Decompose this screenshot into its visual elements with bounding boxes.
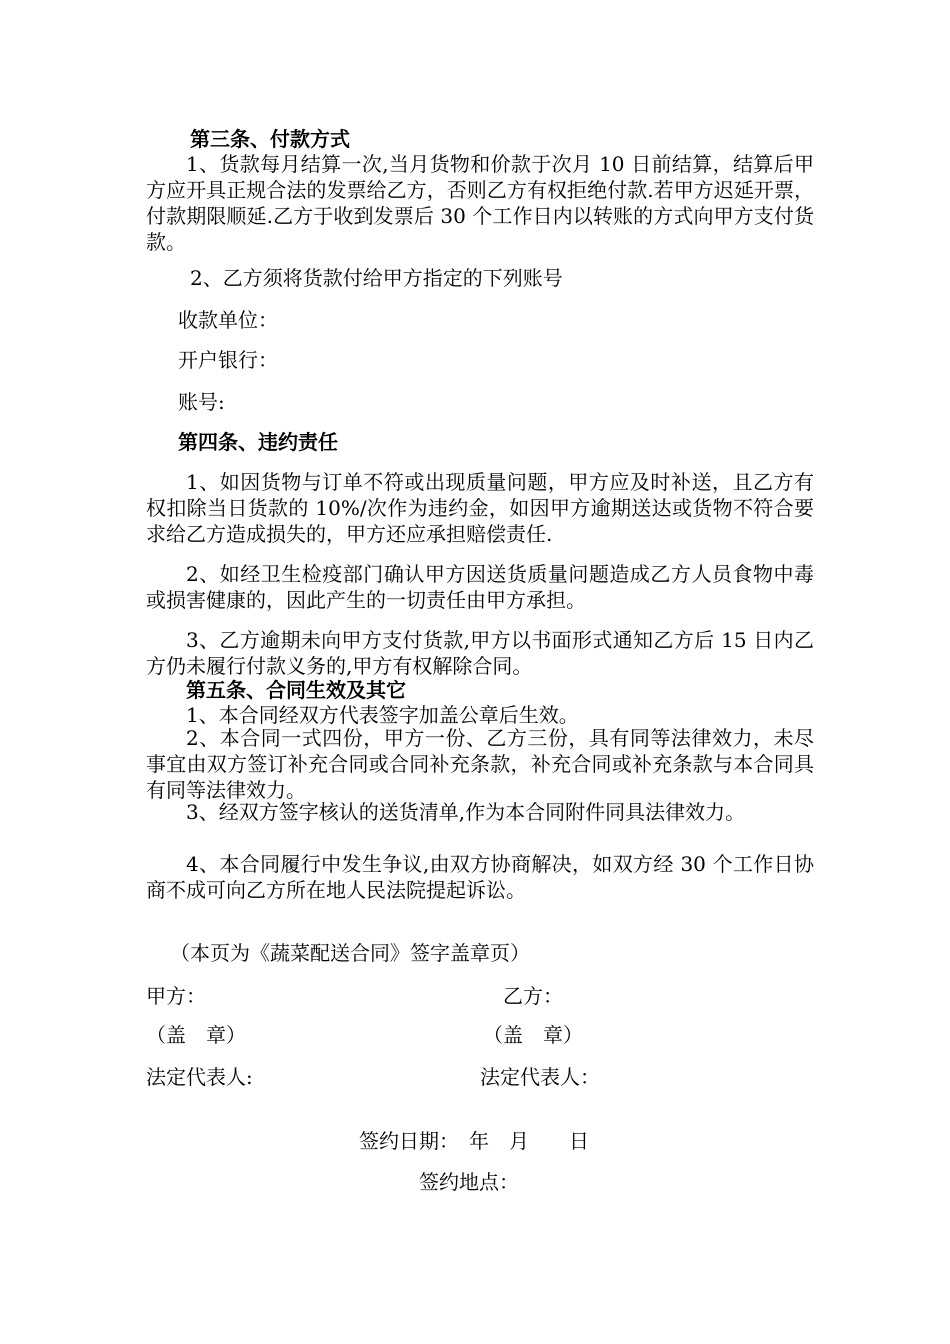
article-4-clause-1: 1、如因货物与订单不符或出现质量问题，甲方应及时补送，且乙方有权扣除当日货款的 10%/次作为违约金，如因甲方逾期送达或货物不符合要求给乙方造成损失的，甲方还应承担赔偿责任. xyxy=(146,470,814,546)
article-5-clause-1: 1、本合同经双方代表签字加盖公章后生效。 xyxy=(186,703,579,727)
article-4-clause-2: 2、如经卫生检疫部门确认甲方因送货质量问题造成乙方人员食物中毒或损害健康的，因此产生的一切责任由甲方承担。 xyxy=(146,562,814,612)
article-3-clause-1: 1、货款每月结算一次,当月货物和价款于次月 10 日前结算，结算后甲方应开具正规合法的发票给乙方，否则乙方有权拒绝付款.若甲方迟延开票，付款期限顺延.乙方于收到发票后 30 个工作日内以转账的方式向甲方支付货款。 xyxy=(146,152,814,254)
party-a-seal: （盖 章） xyxy=(146,1023,246,1047)
article-5-clause-2: 2、本合同一式四份，甲方一份、乙方三份，具有同等法律效力，未尽事宜由双方签订补充合同或合同补充条款，补充合同或补充条款与本合同具有同等法律效力。 xyxy=(146,726,814,802)
signing-place: 签约地点： xyxy=(419,1170,519,1194)
bank-label: 开户银行： xyxy=(178,348,278,372)
party-a-representative: 法定代表人: xyxy=(146,1065,253,1089)
article-5-heading: 第五条、合同生效及其它 xyxy=(186,678,406,702)
article-5-clause-4: 4、本合同履行中发生争议,由双方协商解决，如双方经 30 个工作日协商不成可向乙方所在地人民法院提起诉讼。 xyxy=(146,852,814,902)
article-3-heading: 第三条、付款方式 xyxy=(190,127,350,151)
article-4-heading: 第四条、违约责任 xyxy=(178,430,338,454)
party-b-seal: （盖 章） xyxy=(483,1023,583,1047)
party-b-representative: 法定代表人： xyxy=(480,1065,600,1089)
payee-label: 收款单位： xyxy=(178,308,278,332)
article-3-clause-2: 2、乙方须将货款付给甲方指定的下列账号 xyxy=(190,266,563,290)
signing-date: 签约日期： 年 月 日 xyxy=(359,1129,589,1153)
article-5-clause-3: 3、经双方签字核认的送货清单,作为本合同附件同具法律效力。 xyxy=(186,800,746,824)
party-a-label: 甲方： xyxy=(146,984,206,1008)
article-4-clause-3: 3、乙方逾期未向甲方支付货款,甲方以书面形式通知乙方后 15 日内乙方仍未履行付款义务的,甲方有权解除合同。 xyxy=(146,628,814,678)
party-b-label: 乙方： xyxy=(503,984,563,1008)
signature-page-note: （本页为《蔬菜配送合同》签字盖章页） xyxy=(170,941,530,965)
account-label: 账号: xyxy=(178,390,225,414)
